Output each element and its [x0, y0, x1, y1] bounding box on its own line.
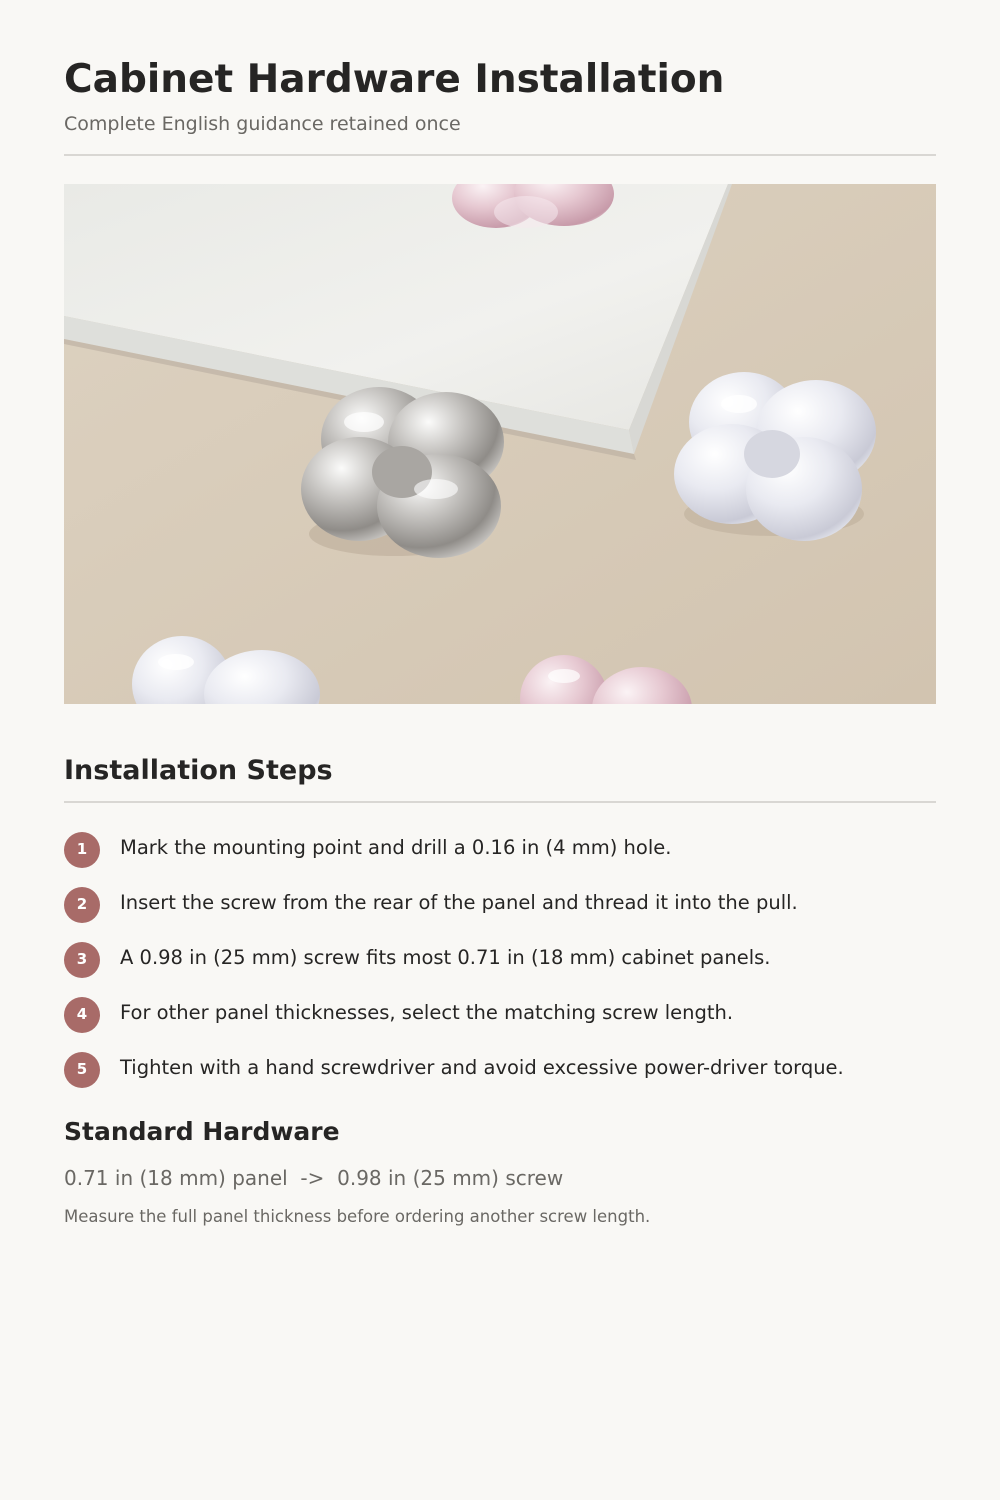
step-item: [64, 887, 936, 923]
step-number-badge: 3: [64, 942, 100, 978]
step-item: [64, 942, 936, 978]
page-title: Cabinet Hardware Installation: [64, 57, 725, 102]
installation-steps-heading: Installation Steps: [64, 755, 333, 786]
step-text: Tighten with a hand screwdriver and avoid excessive power-driver torque.: [120, 1056, 844, 1079]
step-number-badge: 4: [64, 997, 100, 1033]
pearl-knob-right: [674, 372, 876, 541]
standard-hardware-heading: Standard Hardware: [64, 1117, 340, 1146]
step-number-badge: 5: [64, 1052, 100, 1088]
hardware-note: Measure the full panel thickness before ordering another screw length.: [64, 1207, 651, 1226]
step-item: [64, 997, 936, 1033]
step-text: Mark the mounting point and drill a 0.16 in (4 mm) hole.: [120, 836, 672, 859]
header-divider: [64, 154, 936, 156]
steps-divider: [64, 801, 936, 803]
step-number-badge: 1: [64, 832, 100, 868]
pink-knob-top: [452, 184, 614, 228]
hardware-spec: 0.71 in (18 mm) panel -> 0.98 in (25 mm) screw: [64, 1166, 564, 1190]
product-photo: [64, 184, 936, 704]
step-text: For other panel thicknesses, select the matching screw length.: [120, 1001, 734, 1024]
step-text: Insert the screw from the rear of the panel and thread it into the pull.: [120, 891, 798, 914]
page-subtitle: Complete English guidance retained once: [64, 113, 461, 135]
silver-knob: [301, 387, 504, 558]
step-text: A 0.98 in (25 mm) screw fits most 0.71 in (18 mm) cabinet panels.: [120, 946, 771, 969]
step-item: [64, 832, 936, 868]
step-item: [64, 1052, 936, 1088]
step-number-badge: 2: [64, 887, 100, 923]
